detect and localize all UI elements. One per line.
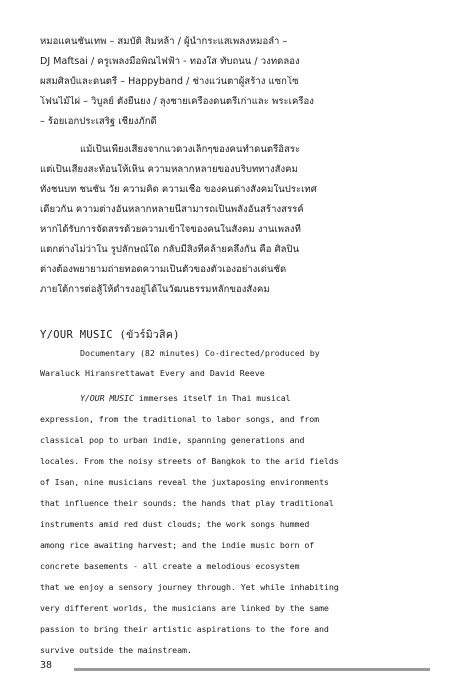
english-line: expression, from the traditional to labor songs, and from [40,414,320,424]
thai-line: แตกต่างไม่ว่าใน รูปลักษณ์ใด กลับมีสิ่งที่คล้ายคลึงกัน คือ ศิลปิน [40,244,300,255]
thai-line: เดียวกัน ความต่างอันหลากหลายนี้สามารถเป็นพลังอันสร้างสรรค์ [40,204,304,215]
english-line: concrete basements - all create a melodious ecosystem [40,561,300,571]
english-line: very different worlds, the musicians are linked by the same [40,603,329,613]
english-line: among rice awaiting harvest; and the indie music born of [40,540,315,550]
english-line: that we enjoy a sensory journey through. Yet while inhabiting [40,582,339,592]
english-line: classical pop to urban indie, spanning generations and [40,435,305,445]
thai-line: โฟนไม้ไผ่ – วิบูลย์ ตั้งยืนยง / ลุงชายเครื่องดนตรีเก่าและ พระเครื่อง [40,96,314,107]
english-line: instruments amid red dust clouds; the work songs hummed [40,519,310,529]
english-line: of Isan, nine musicians reveal the juxtaposing environments [40,477,329,487]
english-line: passion to bring their artistic aspirations to the fore and [40,624,329,634]
thai-line: ทั้งชนบท ชนชั้น วัย ความคิด ความเชื่อ ของคนต่างสังคมในประเทศ [40,184,317,195]
thai-line: – ร้อยเอกประเสริฐ เชียงภักดี [40,116,157,127]
footer-rule [74,668,430,671]
thai-line: แต่เป็นเสียงสะท้อนให้เห็น ความหลากหลายของบริบททางสังคม [40,164,298,175]
english-line: survive outside the mainstream. [40,645,192,655]
credits-line: Documentary (82 minutes) Co-directed/produced by [80,348,320,358]
thai-line: หมอแคนชั้นเทพ – สมบัติ สิมหล้า / ผู้นำกระแสเพลงหมอลำ – [40,36,288,47]
english-line: locales. From the noisy streets of Bangkok to the arid fields [40,456,339,466]
english-line [80,392,432,404]
thai-line: DJ Maftsai / ครูเพลงมือพิณไฟฟ้า - ทองใส ทับถนน / วงทดลอง [40,56,300,67]
thai-line: ต่างต้องพยายามถ่ายทอดความเป็นตัวของตัวเองอย่างเด่นชัด [40,264,287,275]
film-title-inline: Y/OUR MUSIC [80,393,134,403]
thai-line: ผสมศิลป์และดนตรี – Happyband / ช่างแว่นตาผู้สร้าง แซกโซ [40,76,299,87]
thai-line: หากได้รับการจัดสรรด้วยความเข้าใจของคนในสังคม งานเพลงที่ [40,224,301,235]
thai-line: ภายใต้การต่อสู้ให้ดำรงอยู่ได้ในวัฒนธรรมหลักของสังคม [40,284,270,295]
thai-line: แม้เป็นเพียงเสียงจากแวดวงเล็กๆของคนทำดนตรีอิสระ [80,144,301,155]
page-number: 38 [40,660,53,671]
english-line-text: immerses itself in Thai musical [133,393,291,403]
film-title: Y/OUR MUSIC (ขัวร์มิวสิค) [40,329,180,341]
credits-line: Waraluck Hiransrettawat Every and David Reeve [40,368,265,378]
english-line: that influence their sounds: the hands that play traditional [40,498,334,508]
